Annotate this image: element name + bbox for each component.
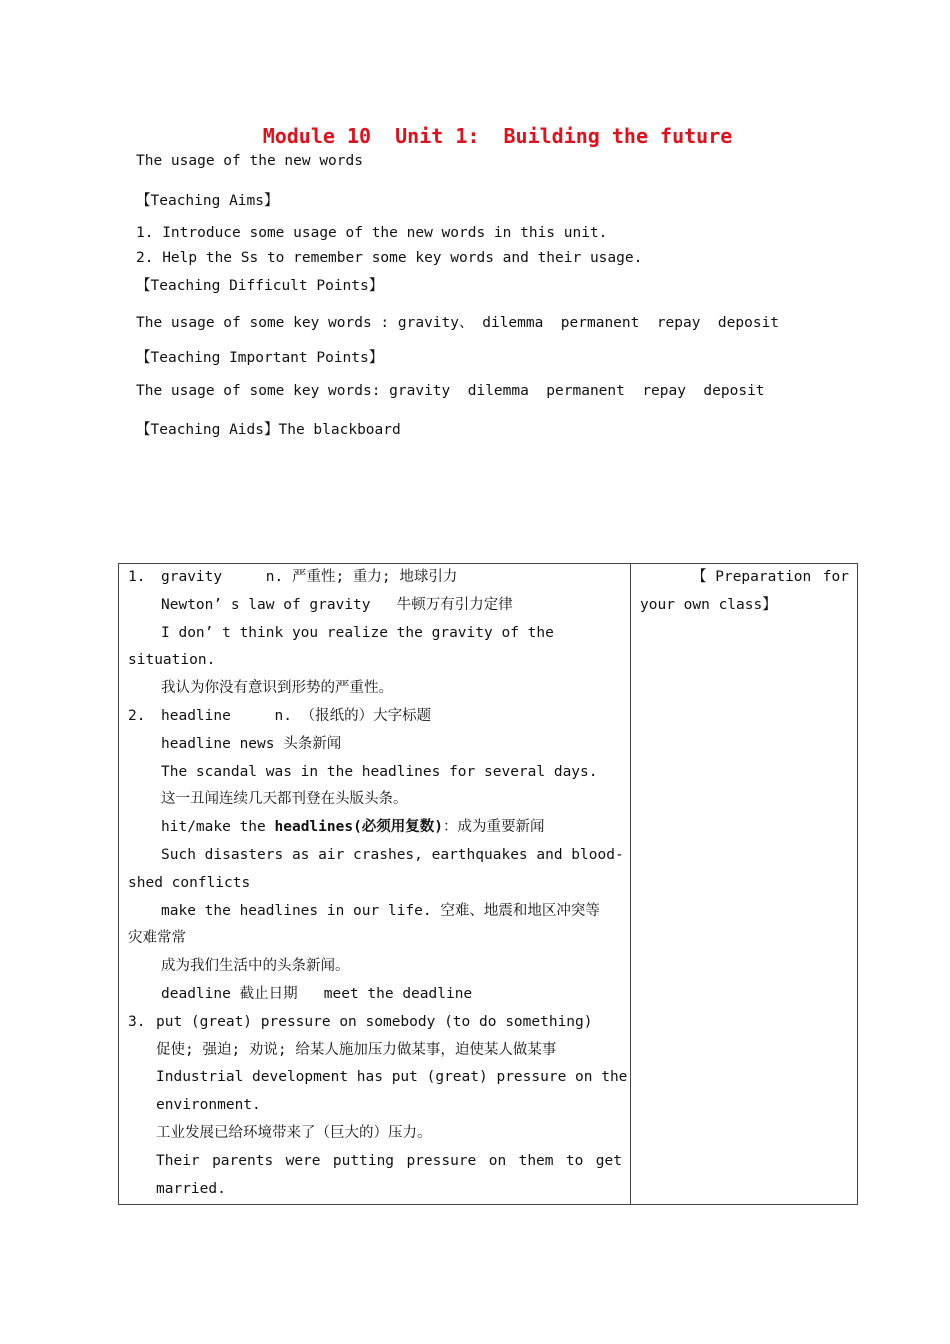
teaching-aids-heading: 【Teaching Aids】 — [136, 422, 279, 438]
teaching-aims-heading: 【Teaching Aims】 — [136, 193, 279, 209]
item-2-line: 灾难常常 — [128, 930, 186, 947]
item-2-line: headline news 头条新闻 — [161, 735, 342, 752]
item-1-line: situation. — [128, 652, 216, 669]
lesson-table — [118, 563, 858, 1205]
item-2-line: shed conflicts — [128, 874, 251, 891]
item-2-phrase-bold: headlines(必须用复数) — [274, 819, 444, 836]
item-2-phrase: hit/make the — [161, 819, 275, 836]
item-2-phrase-meaning: ：成为重要新闻 — [443, 819, 545, 836]
preparation-line-1 — [640, 564, 849, 592]
important-points-text: The usage of some key words: gravity dilemma permanent repay deposit — [136, 383, 765, 399]
important-points-heading: 【Teaching Important Points】 — [136, 350, 384, 366]
item-1-line: I don’ t think you realize the gravity of the — [161, 624, 554, 641]
item-3-heading — [119, 1009, 630, 1037]
item-2-line: Such disasters as air crashes, earthquakes and blood- — [161, 846, 624, 863]
page-title: Module 10 Unit 1: Building the future — [262, 124, 733, 148]
teaching-aids-text: The blackboard — [278, 422, 401, 438]
preparation-line-2: your own class】 — [640, 596, 777, 613]
item-3-phrase: put (great) pressure on somebody (to do something) — [156, 1013, 593, 1030]
item-1-number: 1. — [128, 569, 146, 585]
preparation-cell — [631, 564, 858, 1205]
item-3-line: Industrial development has put (great) pressure on the — [156, 1069, 628, 1086]
item-1-word: gravity n. 严重性; 重力; 地球引力 — [161, 569, 458, 585]
teaching-aids-line — [136, 418, 401, 439]
item-2-line: 成为我们生活中的头条新闻。 — [161, 958, 350, 975]
item-3-line: 促使; 强迫; 劝说; 给某人施加压力做某事，迫使某人做某事 — [156, 1041, 557, 1058]
item-3-line: Their parents were putting pressure on them to get — [156, 1152, 622, 1169]
item-2-heading — [119, 703, 630, 731]
difficult-points-text: The usage of some key words : gravity、 dilemma permanent repay deposit — [136, 315, 780, 331]
item-2-word: headline n. （报纸的）大字标题 — [161, 707, 432, 724]
item-3-line: 工业发展已给环境带来了（巨大的）压力。 — [156, 1124, 432, 1141]
item-3-line: married. — [156, 1180, 226, 1197]
item-3-number: 3. — [128, 1013, 146, 1030]
preparation-note — [631, 564, 857, 620]
item-1-line: Newton’ s law of gravity 牛顿万有引力定律 — [161, 596, 513, 613]
lesson-content-cell — [119, 564, 631, 1205]
item-1-heading — [119, 564, 630, 592]
aim-item-2: 2. Help the Ss to remember some key words and their usage. — [136, 250, 643, 266]
item-2-number: 2. — [128, 707, 146, 724]
item-3-line: environment. — [156, 1097, 261, 1114]
item-2-line: The scandal was in the headlines for several days. — [161, 763, 598, 780]
difficult-points-heading: 【Teaching Difficult Points】 — [136, 278, 384, 294]
item-2-line: deadline 截止日期 meet the deadline — [161, 985, 473, 1002]
item-2-line: make the headlines in our life. 空难、地震和地区冲突等 — [161, 902, 600, 919]
item-2-line: 这一丑闻连续几天都刊登在头版头条。 — [161, 791, 408, 808]
item-1-line: 我认为你没有意识到形势的严重性。 — [161, 680, 393, 697]
subtitle: The usage of the new words — [136, 153, 363, 169]
preparation-label: 【 Preparation — [692, 569, 812, 585]
item-2-line — [119, 814, 630, 842]
aim-item-1: 1. Introduce some usage of the new words in this unit. — [136, 225, 608, 241]
preparation-for: for — [822, 569, 849, 585]
